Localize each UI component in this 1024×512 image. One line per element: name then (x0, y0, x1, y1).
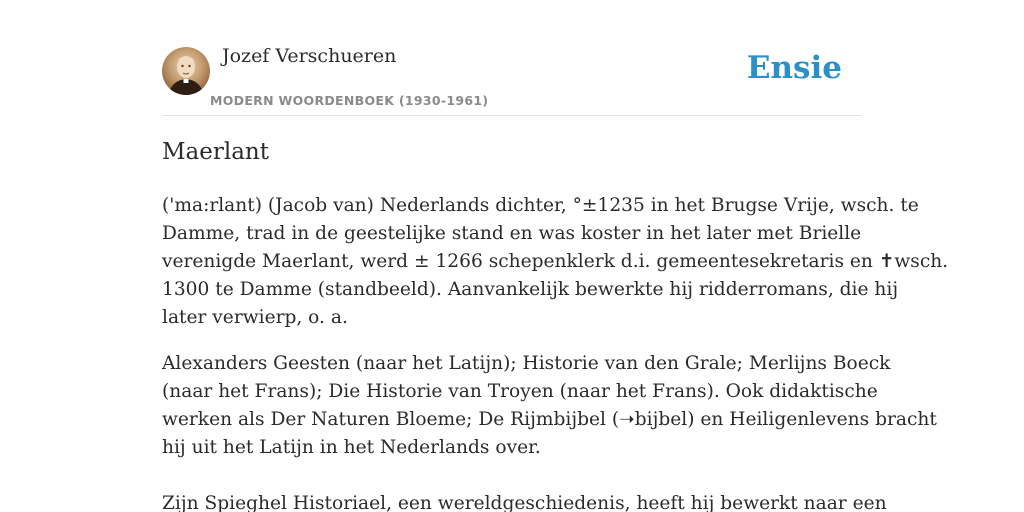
paragraph-spacer (162, 332, 862, 350)
text-line: hij uit het Latijn in het Nederlands over. (162, 437, 541, 458)
article-header (162, 0, 862, 116)
author-name[interactable]: Jozef Verschueren (222, 45, 397, 67)
text-line: Alexanders Geesten (naar het Latijn); Historie van den Grale; Merlijns Boeck (162, 353, 891, 374)
paragraph-spacer (162, 462, 862, 490)
text-line: (naar het Frans); Die Historie van Troyen (naar het Frans). Ook didaktische (162, 381, 878, 402)
text-line: werken als Der Naturen Bloeme; De Rijmbijbel (➝bijbel) en Heiligenlevens bracht (162, 409, 937, 430)
article-body (162, 192, 949, 512)
text-line: Zijn Spieghel Historiael, een wereldgeschiedenis, heeft hij bewerkt naar een (162, 493, 887, 512)
article-title: Maerlant (162, 139, 269, 165)
ensie-logo[interactable]: Ensie (746, 50, 842, 86)
text-line: 1300 te Damme (standbeeld). Aanvankelijk bewerkte hij ridderromans, die hij (162, 279, 899, 300)
source-label[interactable]: MODERN WOORDENBOEK (1930-1961) (210, 93, 489, 108)
text-line: verenigde Maerlant, werd ± 1266 schepenklerk d.i. gemeentesekretaris en ✝wsch. (162, 251, 949, 272)
paragraph-3 (162, 490, 887, 512)
paragraph-1 (162, 192, 949, 332)
text-line: Damme, trad in de geestelijke stand en was koster in het later met Brielle (162, 223, 862, 244)
author-portrait-icon (162, 47, 210, 95)
text-line: later verwierp, o. a. (162, 307, 348, 328)
author-avatar[interactable] (162, 47, 210, 95)
paragraph-2 (162, 350, 937, 462)
text-line: ('ma:rlant) (Jacob van) Nederlands dichter, °±1235 in het Brugse Vrije, wsch. te (162, 195, 919, 216)
